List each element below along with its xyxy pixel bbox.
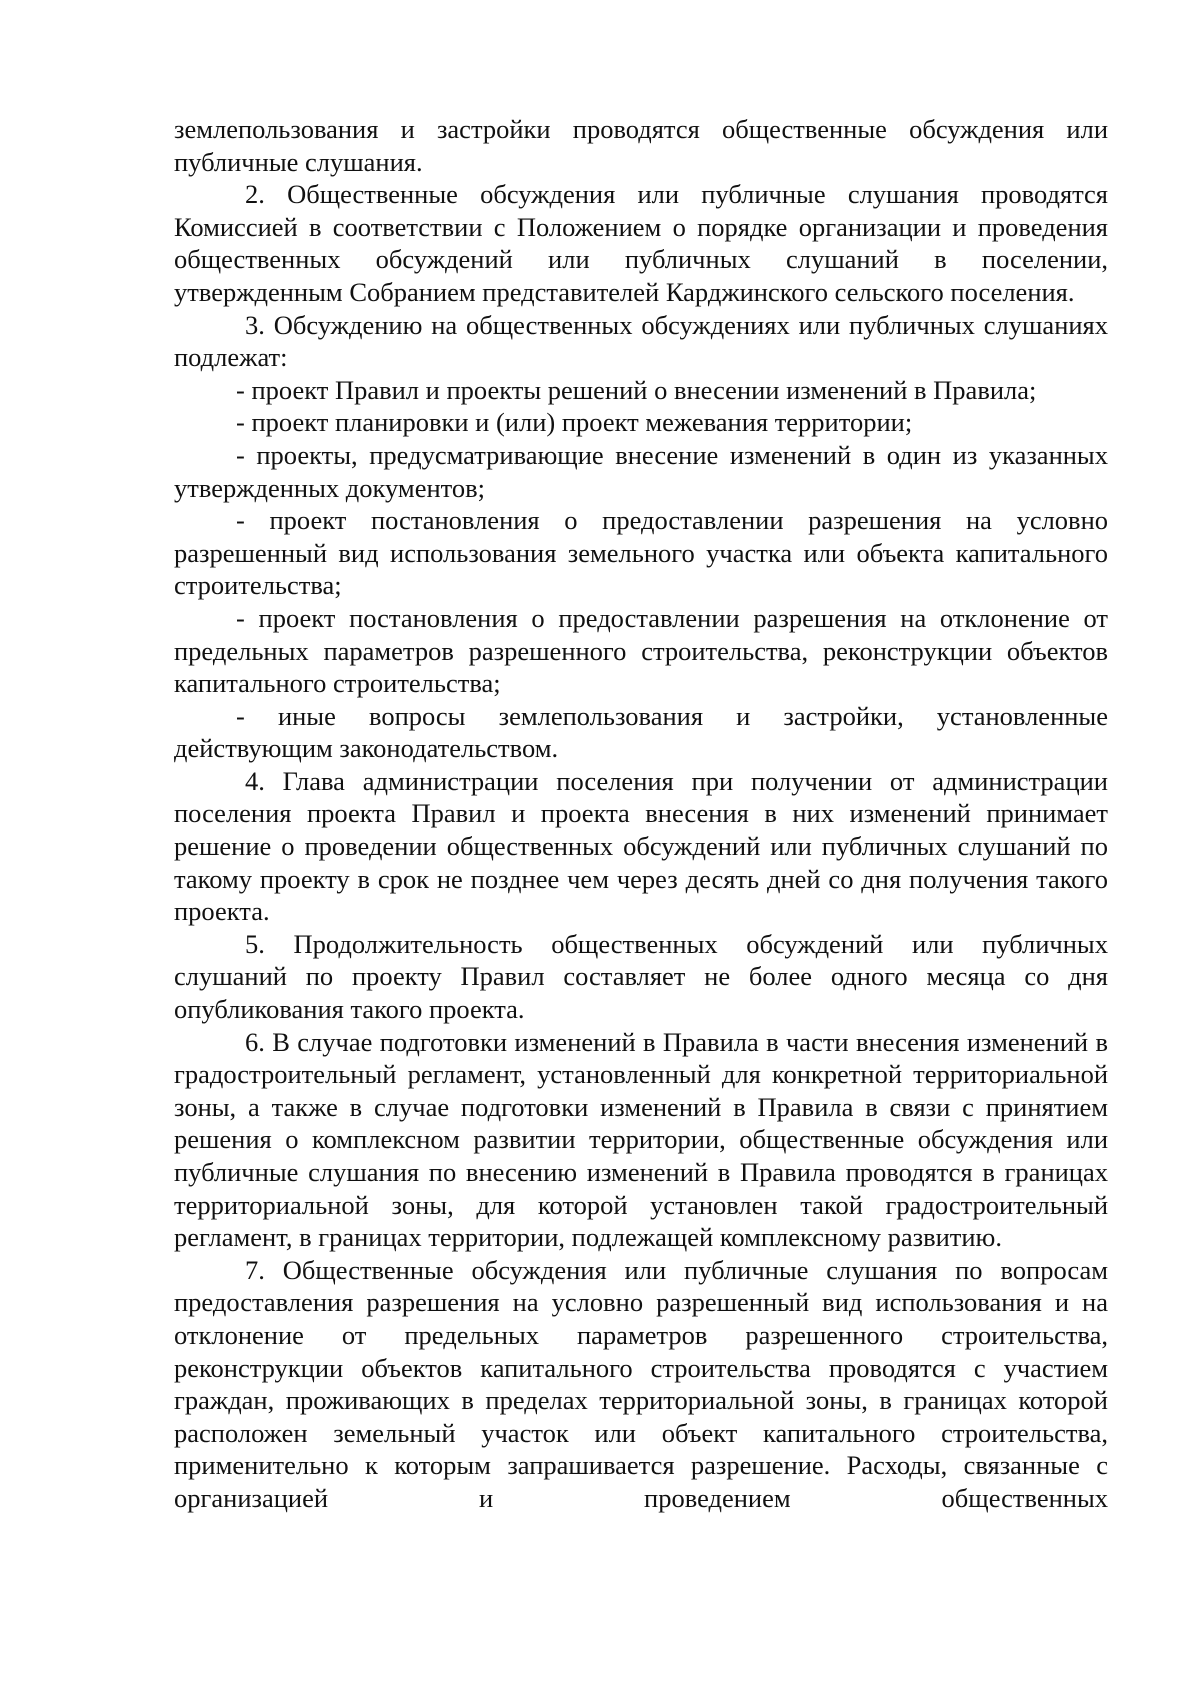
paragraph-item-3: 3. Обсуждению на общественных обсуждениях или публичных слушаниях подлежат: — [174, 309, 1108, 373]
list-item-conditional-use-permit: - проект постановления о предоставлении разрешения на условно разрешенный вид использования земельного участка или объекта капитального строительства; — [174, 505, 1108, 601]
paragraph-item-4: 4. Глава администрации поселения при получении от администрации поселения проекта Правил и проекта внесения в них изменений принимает решение о проведении общественных обсуждений или публичных слушаний по такому проекту в срок не позднее чем через десять дней со дня получения такого проекта. — [174, 765, 1108, 927]
paragraph-item-7: 7. Общественные обсуждения или публичные слушания по вопросам предоставления разрешения на условно разрешенный вид использования и на отклонение от предельных параметров разрешенного строительства, реконструкции объектов капитального строительства проводятся с участием граждан, проживающих в пределах территориальной зоны, в границах которой расположен земельный участок или объект капитального строительства, применительно к которым запрашивается разрешение. Расходы, связанные с организацией и проведением общественных — [174, 1254, 1108, 1513]
list-item-deviation-permit: - проект постановления о предоставлении разрешения на отклонение от предельных параметров разрешенного строительства, реконструкции объектов капитального строительства; — [174, 602, 1108, 699]
document-page — [174, 113, 1108, 1515]
paragraph-item-6: 6. В случае подготовки изменений в Правила в части внесения изменений в градостроительный регламент, установленный для конкретной территориальной зоны, а также в случае подготовки изменений в Правила в связи с принятием решения о комплексном развитии территории, общественные обсуждения или публичные слушания по внесению изменений в Правила проводятся в границах территориальной зоны, для которой установлен такой градостроительный регламент, в границах территории, подлежащей комплексному развитию. — [174, 1026, 1108, 1253]
paragraph-item-5: 5. Продолжительность общественных обсуждений или публичных слушаний по проекту Правил составляет не более одного месяца со дня опубликования такого проекта. — [174, 928, 1108, 1025]
paragraph-item-2: 2. Общественные обсуждения или публичные слушания проводятся Комиссией в соответствии с Положением о порядке организации и проведения общественных обсуждений или публичных слушаний в поселении, утвержденным Собранием представителей Карджинского сельского поселения. — [174, 179, 1108, 307]
list-item-planning-project: - проект планировки и (или) проект межевания территории; — [236, 407, 913, 438]
list-item-amendment-projects: - проекты, предусматривающие внесение изменений в один из указанных утвержденных документов; — [174, 439, 1108, 503]
list-item-other-questions: - иные вопросы землепользования и застройки, установленные действующим законодательством. — [174, 700, 1108, 764]
list-item-rules-project: - проект Правил и проекты решений о внесении изменений в Правила; — [236, 374, 1037, 405]
paragraph-continuation: землепользования и застройки проводятся общественные обсуждения или публичные слушания. — [174, 114, 1108, 177]
